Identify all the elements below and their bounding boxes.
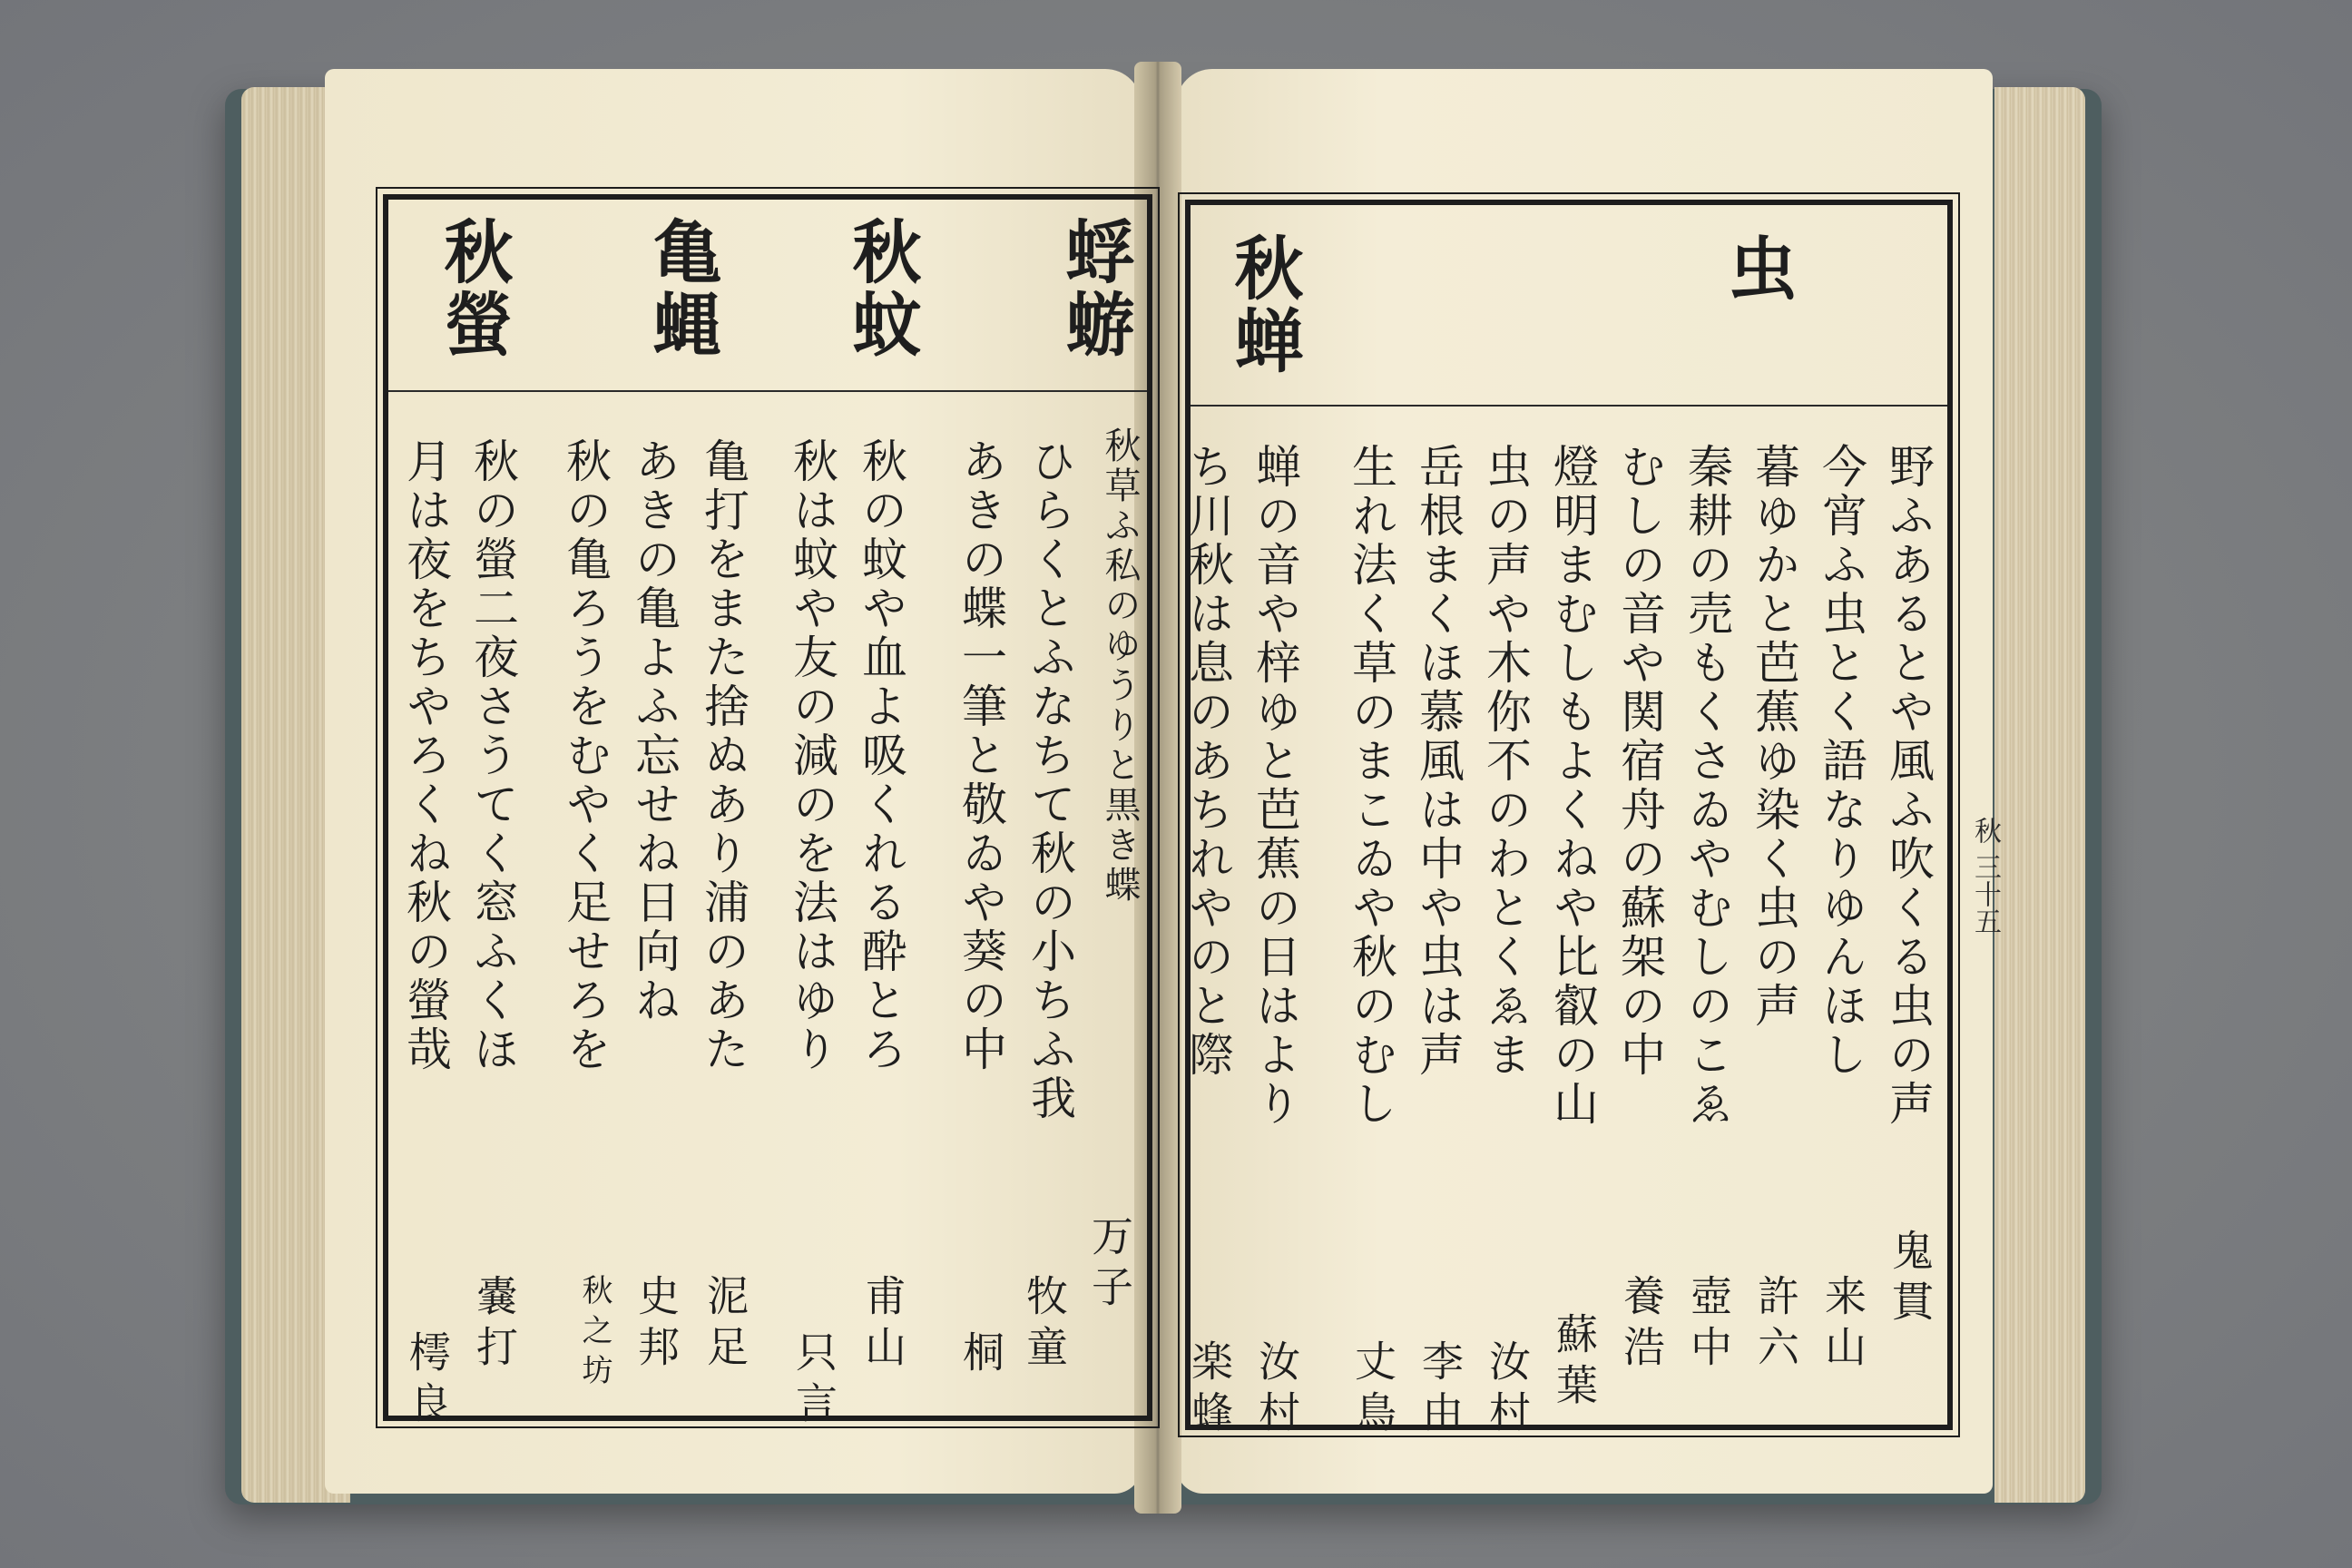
poem-r4: 秦耕の売もくさゐやむしのこゑ bbox=[1681, 443, 1733, 1129]
poem-3: あきの蝶一筆と敬ゐや葵の中 bbox=[955, 437, 1007, 1074]
poem-5: 秋は蚊や友の減のを法はゆり bbox=[786, 437, 838, 1074]
poem-9: 秋の螢二夜さうてく窓ふくほ bbox=[466, 437, 519, 1074]
poem-r3: 暮ゆかと芭蕉ゆ染く虫の声 bbox=[1748, 443, 1800, 1031]
page-folio bbox=[1969, 817, 2001, 935]
page-stack-right bbox=[1994, 87, 2085, 1503]
author-3: 桐 bbox=[956, 1330, 1005, 1381]
poem-r9: 生れ法く草のまこゐや秋のむし bbox=[1345, 443, 1397, 1129]
author-7: 史邦 bbox=[632, 1274, 681, 1376]
author-9: 嚢打 bbox=[470, 1274, 519, 1376]
poem-7: あきの亀よふ忘せね日向ね bbox=[628, 437, 681, 1025]
author-r3: 許六 bbox=[1751, 1274, 1800, 1376]
folio-season: 秋 bbox=[1969, 817, 2001, 844]
author-r9: 丈鳥 bbox=[1348, 1339, 1397, 1441]
folio-number: 三十五 bbox=[1969, 852, 2001, 935]
heading-2: 秋蚊 bbox=[841, 216, 922, 361]
right-text-frame bbox=[1181, 200, 1953, 1441]
author-r6: 蘇葉 bbox=[1550, 1312, 1599, 1414]
poem-8: 秋の亀ろうをむやく足せろを bbox=[559, 437, 612, 1074]
author-r11: 楽蜂 bbox=[1185, 1339, 1234, 1441]
poem-6: 亀打をまた捨ぬあり浦のあた bbox=[697, 437, 750, 1074]
heading-1: 蜉蝣 bbox=[1054, 216, 1135, 361]
left-text-frame bbox=[383, 194, 1152, 1432]
author-r8: 李由 bbox=[1416, 1339, 1465, 1441]
author-r5: 養浩 bbox=[1617, 1274, 1666, 1376]
heading-akisemi: 秋蝉 bbox=[1223, 232, 1304, 377]
author-1: 万子 bbox=[1085, 1214, 1134, 1316]
author-6: 泥足 bbox=[701, 1274, 750, 1376]
poem-r6: 燈明まむしもよくねや比叡の山 bbox=[1546, 443, 1599, 1129]
poem-4: 秋の蚊や血よ吸くれる酔とろ bbox=[855, 437, 907, 1074]
author-4: 甫山 bbox=[858, 1274, 907, 1376]
poem-10: 月は夜をちやろくね秋の螢哉 bbox=[399, 437, 452, 1074]
heading-3: 亀蝿 bbox=[642, 216, 722, 361]
poem-1: 秋草ふ私のゆうりと黒き蝶 bbox=[1099, 426, 1141, 906]
poem-r10: 蝉の音や梓ゆと芭蕉の日はより bbox=[1249, 443, 1301, 1129]
poem-2: ひらくとふなちて秋の小ちふ我 bbox=[1024, 437, 1076, 1123]
author-r10: 汝村 bbox=[1252, 1339, 1301, 1441]
poem-r8: 岳根まくほ慕風は中や虫は声 bbox=[1412, 443, 1465, 1080]
author-5: 只言 bbox=[789, 1330, 838, 1432]
poem-r2: 今宵ふ虫とく語なりゆんほし bbox=[1815, 443, 1867, 1080]
author-10: 樗良 bbox=[403, 1330, 452, 1432]
author-r7: 汝村 bbox=[1483, 1339, 1532, 1441]
author-8: 秋之坊 bbox=[576, 1274, 612, 1394]
author-r4: 壺中 bbox=[1684, 1274, 1733, 1376]
author-r2: 来山 bbox=[1818, 1274, 1867, 1376]
poem-r5: むしの音や関宿舟の蘇架の中 bbox=[1613, 443, 1666, 1080]
author-r1: 鬼貫 bbox=[1886, 1229, 1935, 1330]
poem-r1: 野ふあるとや風ふ吹くる虫の声 bbox=[1882, 443, 1935, 1129]
heading-divider-right bbox=[1191, 405, 1947, 407]
poem-r11: ち川秋は息のあちれやのと際 bbox=[1181, 443, 1234, 1080]
poem-r7: 虫の声や木你不のわとくゑま bbox=[1479, 443, 1532, 1080]
heading-divider bbox=[388, 390, 1147, 392]
heading-mushi: 虫 bbox=[1717, 232, 1798, 305]
author-2: 牧童 bbox=[1020, 1274, 1069, 1376]
heading-4: 秋螢 bbox=[433, 216, 514, 361]
